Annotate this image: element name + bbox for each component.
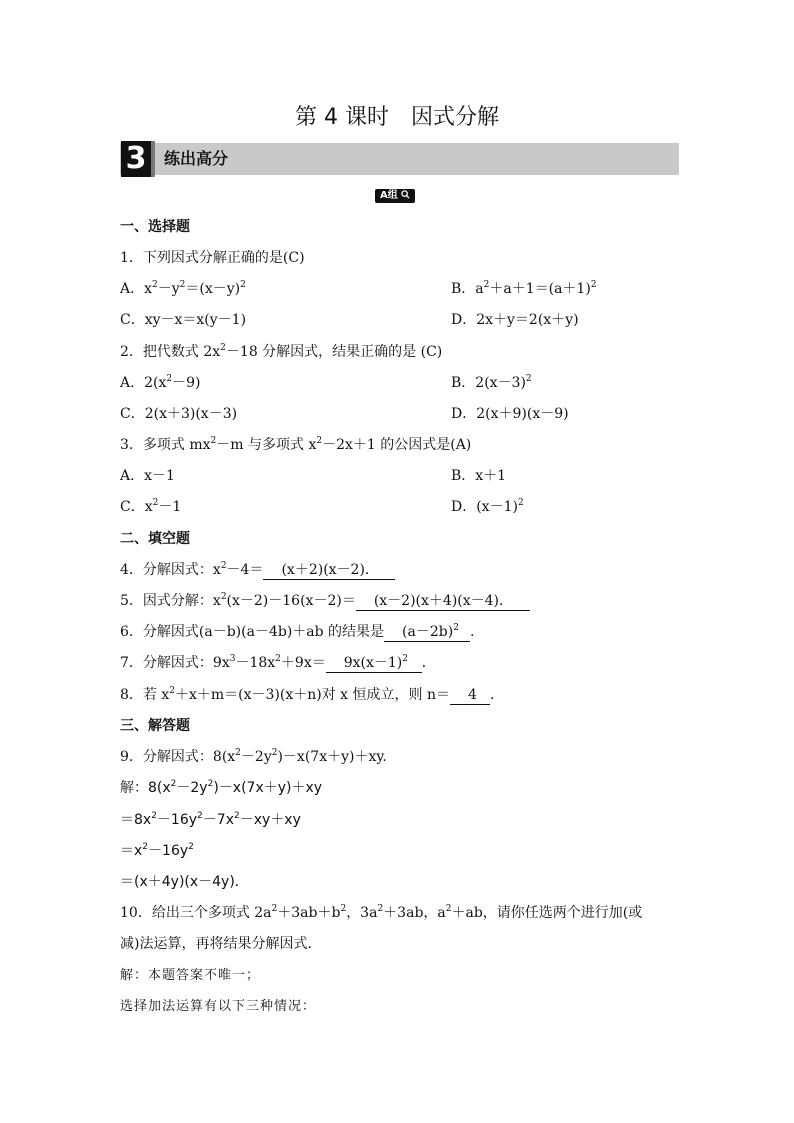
question-2-stem: 2．把代数式 $2x^2-18$ 分解因式，结果正确的是 (C) [120, 343, 443, 360]
banner-number-badge: 3 [121, 141, 155, 177]
question-10-solution-line-2: 选择加法运算有以下三种情况： [120, 999, 317, 1014]
question-2-option-c: C．2(x＋3)(x－3) [120, 406, 238, 422]
question-2-option-a: A．$2(x^2-9)$ [120, 374, 201, 391]
group-badge [375, 189, 415, 203]
question-10-stem-line-1: 10．给出三个多项式 $2a^2+3ab+b^2$，$3a^2+3ab$，$a^2+ab$，请你任选两个进行加(或 [120, 904, 643, 921]
page-title [0, 103, 794, 133]
question-3-option-b: B．x＋1 [451, 468, 507, 484]
question-9-solution-step-4: ＝(x＋4y)(x－4y)． [120, 874, 249, 890]
question-7: 7．分解因式：$9x^3-18x^2+9x= 9x(x-1)^2$ ． [120, 654, 436, 671]
question-1-option-a: A．$x^2-y^2=(x-y)^2$ [120, 280, 246, 297]
search-icon [401, 190, 410, 201]
question-10-solution-line-1: 解：本题答案不唯一； [120, 968, 261, 983]
section-heading-choice: 一、选择题 [120, 219, 190, 235]
question-1-option-c: C．xy－x＝x(y－1) [120, 312, 247, 328]
title-topic: 因式分解 [410, 105, 499, 130]
answer-blank-8: 4 [450, 686, 490, 705]
question-10-stem-line-2: 减)法运算，再将结果分解因式. [120, 936, 312, 952]
section-heading-fill: 二、填空题 [120, 531, 190, 547]
question-3-option-a: A．x－1 [120, 468, 175, 484]
answer-blank-6: $(a-2b)^2$ [384, 623, 470, 642]
question-2-option-b: B．$2(x-3)^2$ [451, 374, 532, 391]
title-lesson: 第 4 课时 [295, 105, 389, 130]
answer-blank-5: (x－2)(x＋4)(x－4)． [356, 592, 530, 611]
question-3-option-c: C．$x^2-1$ [120, 498, 182, 515]
question-1-stem: 1．下列因式分解正确的是(C) [120, 250, 305, 266]
question-3-stem: 3．多项式 $mx^2-m$ 与多项式 $x^2-2x+1$ 的公因式是(A) [120, 436, 472, 453]
question-9-solution-step-1: 解：$8(x^2-2y^2)-x(7x+y)+xy$ [120, 779, 323, 796]
section-heading-answer: 三、解答题 [120, 718, 190, 734]
answer-blank-4: (x＋2)(x－2)． [263, 561, 395, 580]
question-9-solution-step-2: $=8x^2-16y^2-7x^2-xy+xy$ [120, 811, 301, 828]
question-9-stem: 9．分解因式：$8(x^2-2y^2)-x(7x+y)+xy$. [120, 748, 387, 765]
question-4: 4．分解因式：$x^2-4= (x+2)(x-2)$． [120, 560, 395, 580]
question-5: 5．因式分解：$x^2(x-2)-16(x-2)= (x-2)(x+4)(x-4)$． [120, 591, 530, 611]
question-1-option-b: B．$a^2+a+1=(a+1)^2$ [451, 280, 597, 297]
question-8: 8．若 $x^2+x+m=(x-3)(x+n)$对 x 恒成立，则 n＝ 4 . [120, 686, 495, 703]
question-6: 6．分解因式(a－b)(a－4b)＋ab 的结果是 $(a-2b)^2$ . [120, 623, 475, 640]
question-2-option-d: D．2(x＋9)(x－9) [451, 406, 569, 422]
question-3-option-d: D．$(x-1)^2$ [451, 498, 524, 515]
question-1-option-d: D．2x＋y＝2(x＋y) [451, 312, 579, 328]
answer-blank-7: $9x(x-1)^2$ [326, 654, 422, 673]
group-label: A组 [380, 190, 398, 201]
banner-title: 练出高分 [164, 149, 229, 168]
question-9-solution-step-3: $=x^2-16y^2$ [120, 842, 194, 859]
